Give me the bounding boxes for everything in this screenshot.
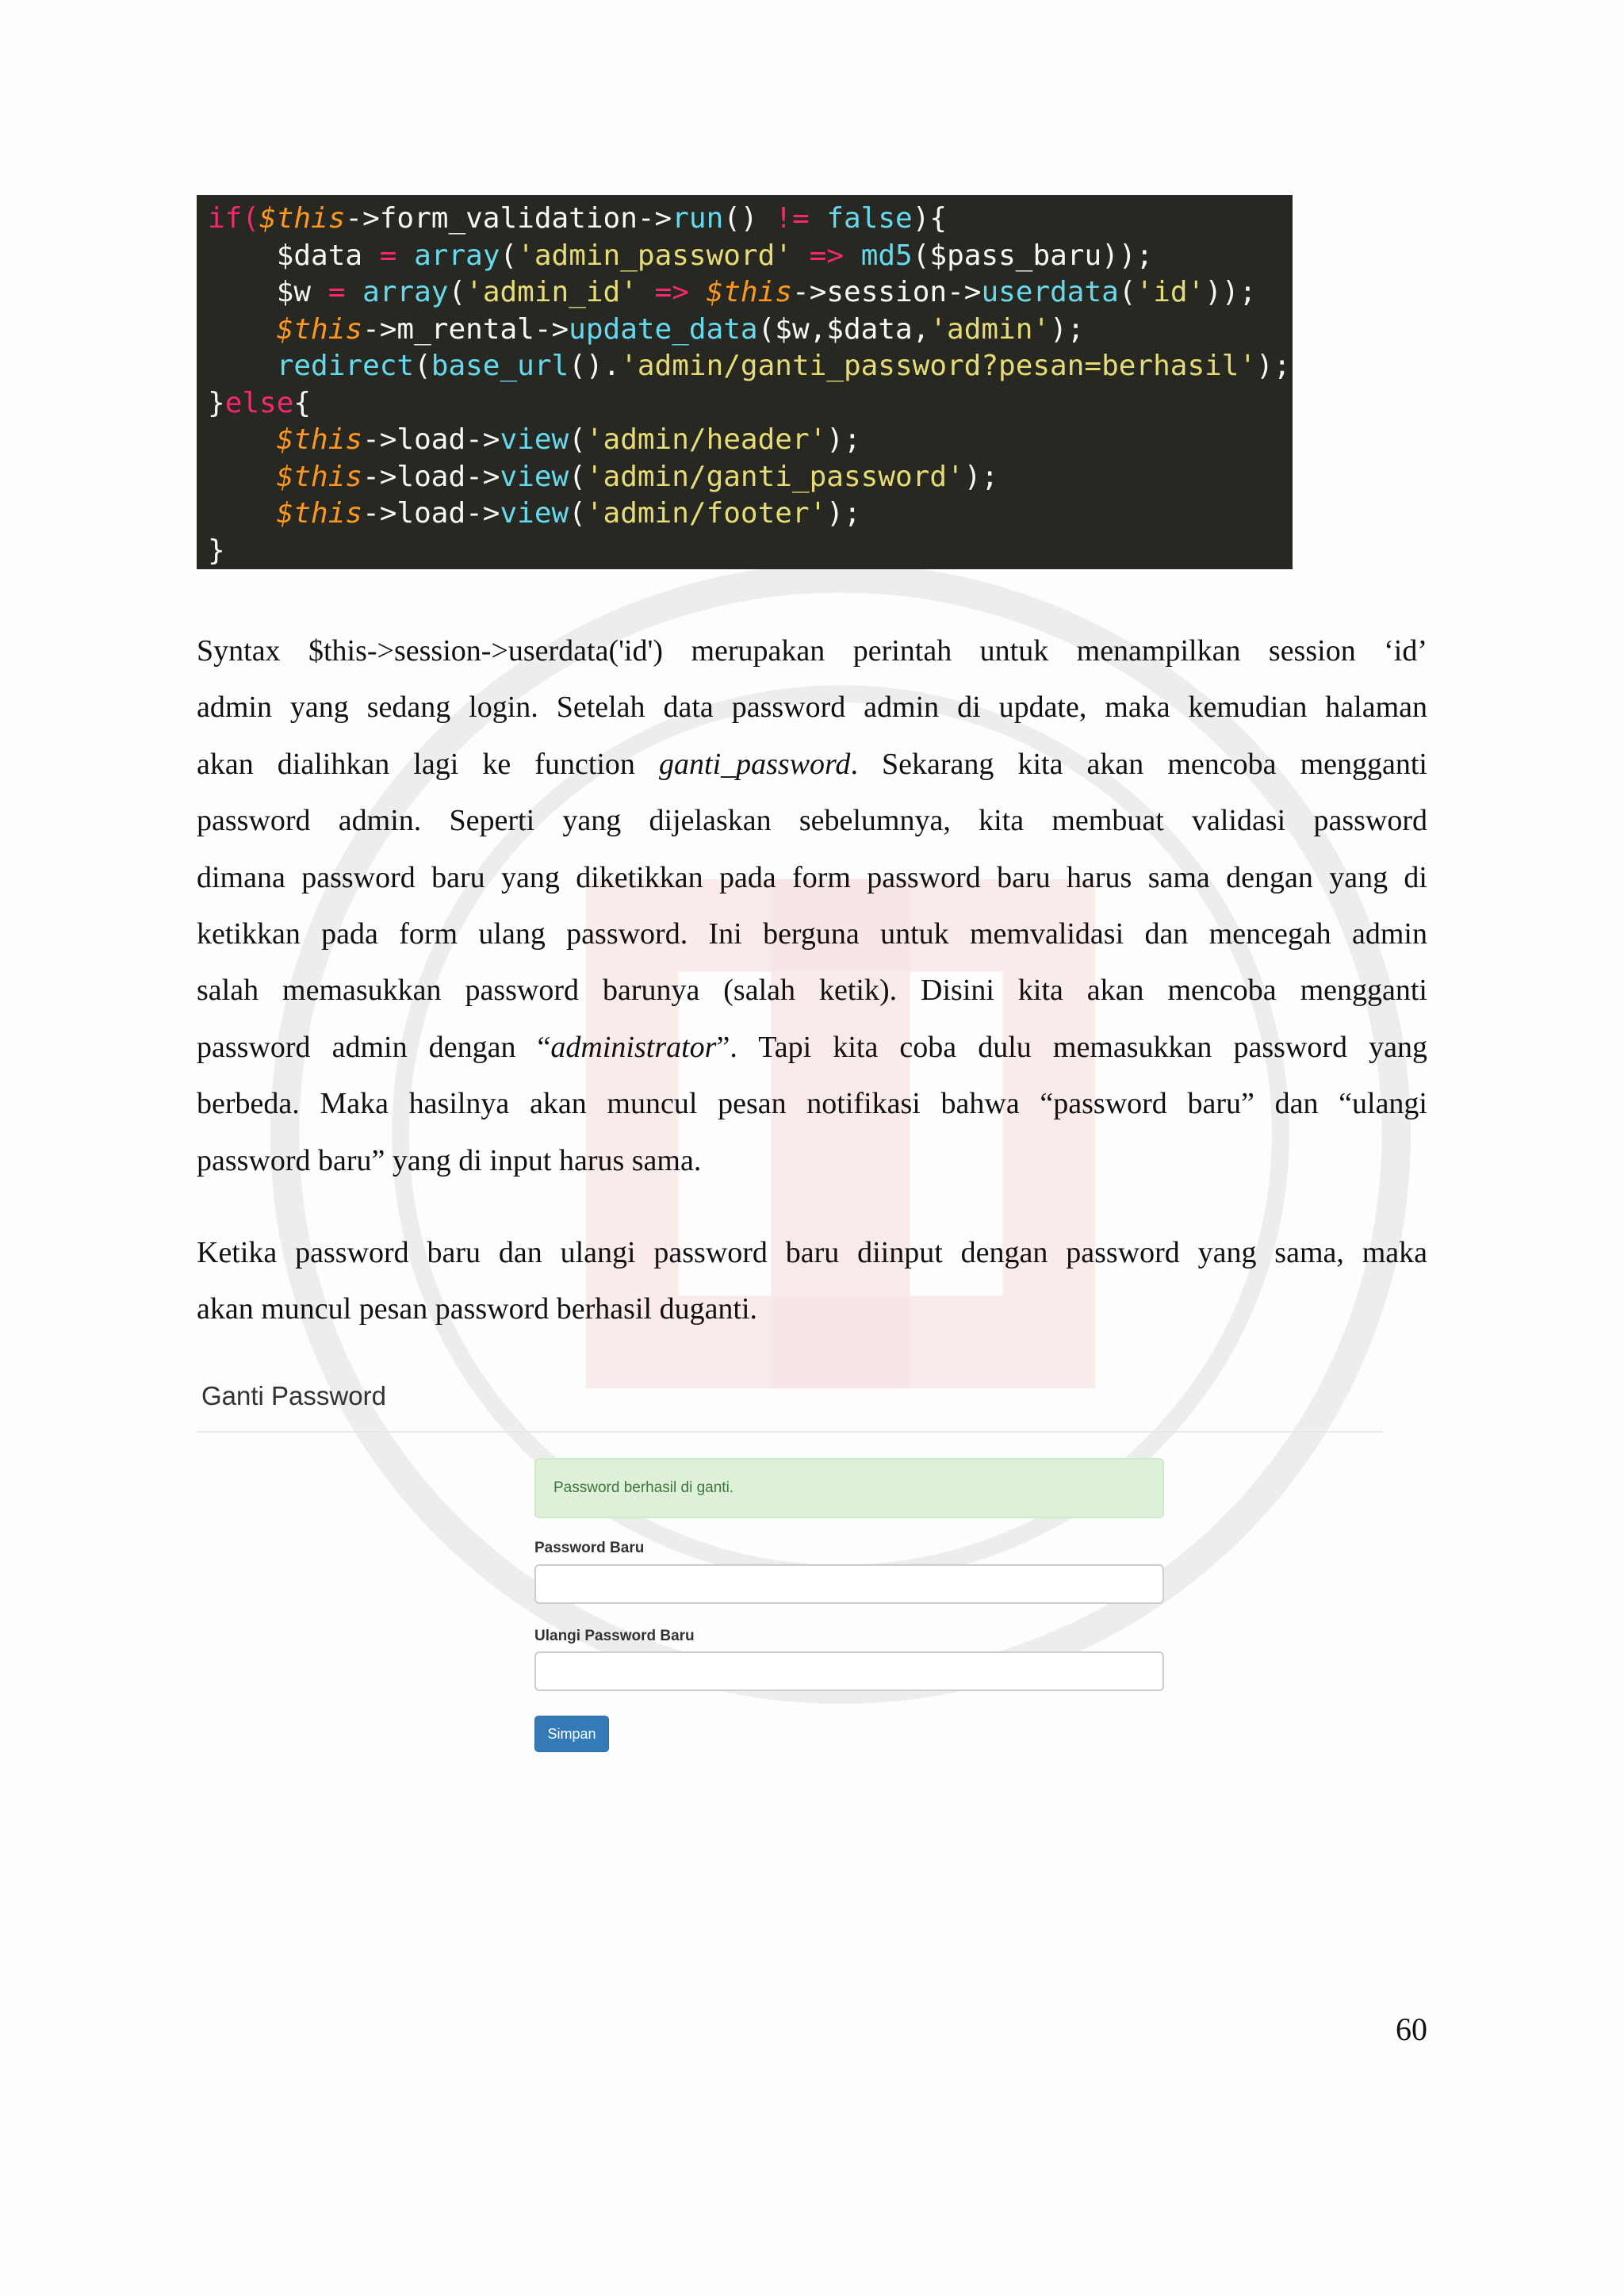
code-token: ); [1050,312,1085,346]
code-token: 'admin' [929,312,1051,346]
code-line [208,422,1293,459]
text-line [197,962,1427,1019]
code-token: ); [826,423,861,456]
code-token: => [654,276,689,308]
code-token: } [208,386,225,419]
text-segment: Syntax $this->session->userdata('id') merupakan perintah untuk menampilkan session ‘id’ [197,634,1427,668]
text-segment: ketikkan pada form ulang password. Ini berguna untuk memvalidasi dan mencegah admin [197,916,1427,951]
italic-text: ganti_password [659,747,851,781]
code-token: ->load-> [362,460,500,493]
code-line [208,348,1293,385]
text-line [197,1076,1427,1132]
password-baru-label: Password Baru [534,1540,645,1556]
code-token: update_data [569,312,758,346]
code-token: 'admin/ganti_password?pesan=berhasil' [620,350,1257,382]
code-token: $this [276,460,363,493]
code-token [638,276,655,308]
text-segment: . Sekarang kita akan mencoba mengganti [850,747,1427,781]
page-title: Ganti Password [201,1381,386,1410]
text-segment: akan muncul pesan password berhasil duganti. [197,1292,758,1326]
code-token: ->form_validation-> [345,202,672,235]
text-segment: password admin. Seperti yang dijelaskan sebelumnya, kita membuat validasi password [197,804,1427,838]
page-number: 60 [1396,2011,1427,2047]
code-token: redirect [276,350,415,382]
code-token: 'admin/ganti_password' [585,460,964,493]
code-token: array [414,239,500,272]
code-token: { [293,386,312,419]
code-line [208,496,1293,533]
code-token: ); [1256,350,1291,382]
code-line [208,238,1293,275]
text-segment: password admin dengan “ [197,1030,551,1064]
code-token [345,276,362,308]
code-token: $this [276,423,363,456]
text-line [197,1225,1427,1281]
code-token: ( [1118,276,1136,308]
code-line [208,312,1293,349]
code-token: ->load-> [362,423,500,456]
password-baru-input[interactable] [534,1564,1164,1604]
code-line [208,201,1293,238]
text-segment: salah memasukkan password barunya (salah ketik). Disini kita akan mencoba mengganti [197,974,1427,1008]
code-token [792,239,810,272]
code-token: $data [208,239,380,272]
code-token [844,239,861,272]
code-token: $w [208,276,328,308]
code-token: ( [569,423,586,456]
text-line [197,679,1427,736]
code-token: = [327,276,346,308]
code-token: 'admin_id' [465,276,638,308]
code-token: base_url [431,350,569,382]
code-token: view [500,423,569,456]
code-token: md5 [860,239,913,272]
paragraph-2 [197,1225,1427,1338]
paragraph-1 [197,623,1427,1189]
code-token: = [379,239,397,272]
code-token: ->session-> [792,276,982,308]
code-token: => [809,239,845,272]
text-segment: ”. Tapi kita coba dulu memasukkan password yang [716,1030,1427,1064]
text-segment: Ketika password baru dan ulangi password baru diinput dengan password yang sama, maka [197,1236,1427,1269]
code-token: ( [448,276,466,308]
code-token: view [500,497,569,530]
code-token: userdata [981,276,1119,308]
code-token [208,497,277,530]
divider [197,1431,1383,1433]
code-token [208,461,277,493]
text-line [197,737,1427,793]
code-token: ( [500,239,518,272]
simpan-button[interactable]: Simpan [534,1716,609,1752]
text-line [197,906,1427,962]
code-token [689,276,707,308]
text-line [197,1020,1427,1076]
code-token: $this [706,276,793,308]
code-token: ->load-> [362,497,500,530]
code-token: 'admin/footer' [585,497,827,530]
code-token: ( [414,350,431,382]
code-token: $this [276,497,363,530]
italic-text: administrator [550,1030,717,1064]
code-token [208,423,277,456]
code-token: ); [826,497,861,530]
code-token: ( [569,497,586,530]
code-token: $this [259,202,346,235]
code-token: )); [1205,276,1257,308]
code-token: run [672,202,724,235]
success-alert: Password berhasil di ganti. [534,1458,1164,1518]
code-token: () [723,202,776,235]
code-token [208,350,277,382]
code-token: } [208,534,225,567]
code-token: ( [569,460,586,493]
code-line [208,533,1293,570]
text-segment: dimana password baru yang diketikkan pada form password baru harus sama dengan yang di [197,860,1427,894]
code-token [396,239,414,272]
text-line [197,793,1427,849]
code-token: array [362,276,449,308]
code-token: ); [963,460,999,493]
code-token: 'admin_password' [517,239,792,272]
ulangi-password-baru-input[interactable] [534,1651,1164,1691]
code-token: (). [569,350,621,382]
code-token: ($w,$data, [757,312,930,346]
code-token: ->m_rental-> [362,312,569,346]
text-segment: berbeda. Maka hasilnya akan muncul pesan notifikasi bahwa “password baru” dan “ulangi [197,1087,1427,1121]
code-token: if( [208,202,260,235]
code-token [208,313,277,346]
code-token: != [775,202,810,235]
text-line [197,1281,1427,1337]
text-line [197,850,1427,906]
code-block [197,195,1293,569]
code-token [810,202,827,235]
ganti-password-screenshot [197,1381,1386,1762]
ulangi-password-baru-label: Ulangi Password Baru [534,1628,695,1644]
code-token: ){ [912,202,948,235]
code-line [208,459,1293,496]
code-line [208,385,1293,423]
code-token: 'id' [1136,276,1205,308]
text-line [197,1133,1427,1189]
code-token: else [224,386,294,419]
code-token: ($pass_baru)); [912,239,1154,272]
text-segment: akan dialihkan lagi ke function [197,747,660,781]
text-line [197,623,1427,679]
code-token: $this [276,312,363,346]
text-segment: password baru” yang di input harus sama. [197,1143,702,1177]
code-token: false [826,202,913,235]
code-line [208,274,1293,312]
code-token: view [500,460,569,493]
text-segment: admin yang sedang login. Setelah data password admin di update, maka kemudian halaman [197,691,1427,725]
code-token: 'admin/header' [585,423,827,456]
